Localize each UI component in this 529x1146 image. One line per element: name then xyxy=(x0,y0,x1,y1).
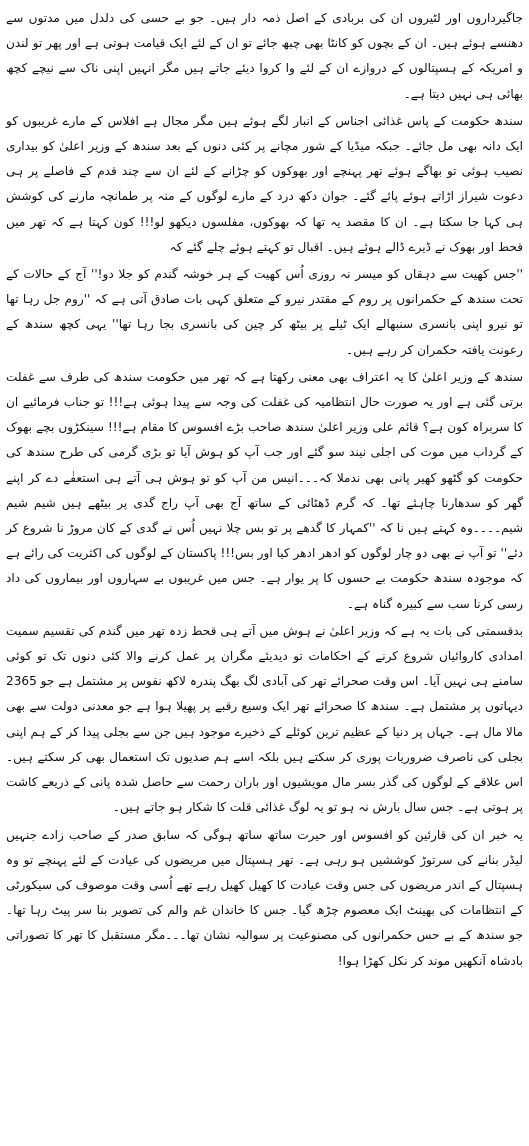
paragraph-chief-minister: سندھ کے وزیر اعلیٰ کا یہ اعتراف بھی معنی رکھتا ہے کہ تھر میں حکومت سندھ کی طرف سے غفلت برتی گئی ہے اور یہ صورت حال انتظامیہ کی غفلت کی وجہ سے پیدا ہوئی ہے!!! تو جناب فرمائیے ان کا سربراہ کون ہے؟ قائم علی وزیر اعلیٰ سندھ صاحب بڑے افسوس کا مقام ہے!!! سینکڑوں بچے بھوک کے گرداب میں موت کی اجلی نیند سو گئے اور جب آپ کو ہوش آیا تو بڑی گرمی کی طرح سندھ کی حکومت کو گٹھو کھیر پانی بھی ندملا کہ۔۔۔انیس من آپ کو تو ہوش ہی آتے ہی استعفٰے دے کر اپنے گھر کو سدھارنا چاہئے تھا۔ کہ گرم ڈھٹائی کے ساتھ آج بھی آپ راج گدی پر بیٹھے ہیں شیم شیم شیم۔۔۔۔وہ کہتے ہیں نا کہ ''کمہار کا گدھے پر تو بس چلا نہیں اُس نے گدی کے کان مروڑ نا شروع کر دئے'' تو آپ نے بھی دو چار لوگوں کو ادھر ادھر کیا اور بس!!! پاکستان کے لوگوں کی اکثریت کی رائے ہے کہ موجودہ سندھ حکومت بے حسوں کا پر یوار ہے۔ جس میں غریبوں بے سہاروں اور بیماروں کی داد رسی کرنا سب سے کبیرہ گناہ ہے۔ xyxy=(6,369,523,611)
paragraph-hospital-visit: یہ خبر ان کی قارئین کو افسوس اور حیرت ساتھ ساتھ ہوگی کہ سابق صدر کے صاحب زادے جنہیں لیڈر بنانے کی سرتوڑ کوششیں ہو رہی ہے۔ تھر ہسپتال میں مریضوں کی عیادت کے لئے پہنچے تو وہ ہسپتال کے اندر مریضوں کی جس وقت عیادت کا کھیل کھیل رہے تھے اُسی وقت موصوف کی سیکورٹی کے انتظامات کی بھینٹ ایک معصوم چڑھ گیا۔ جس کا خاندان غم والم کی تصویر بنا سر پیٹ رہا تھا۔ جو سندھ کے بے حس حکمرانوں کی مصنوعیت پر سوالیہ نشان تھا۔۔۔مگر مستقبل کا تھر کا تصوراتی بادشاہ آنکھیں موند کر نکل کھڑا ہوا! xyxy=(6,827,523,968)
paragraph-thar-desert: بدقسمتی کی بات یہ ہے کہ وزیر اعلیٰ نے ہوش میں آتے ہی قحط زدہ تھر میں گندم کی تقسیم سمیت امدادی کاروائیاں شروع کرنے کے احکامات تو دیدیئے مگران پر عمل کرنے والا کئی دنوں تک تو کوئی سامنے ہی نہیں آیا۔ اس وقت صحرائے تھر کی آبادی لگ بھگ پندرہ لاکھ نفوس پر مشتمل ہے جو 2365 دیہاتوں پر مشتمل ہے۔ سندھ کا صحرائے تھر ایک وسیع رقبے پر پھیلا ہوا ہے جو معدنی دولت سے بھی مالا مال ہے۔ جہاں پر دنیا کے عظیم ترین کوئلے کے ذخیرے موجود ہیں جن سے بجلی پیدا کر کے ہم اپنی بجلی کی ناصرف ضروریات پوری کر سکتے ہیں بلکہ اسے ہم صدیوں تک استعمال بھی کر سکتے ہیں۔ اس علاقے کے لوگوں کی گذر بسر مال مویشیوں اور باران رحمت سے حاصل شدہ پانی کے ذریعے کاشت پر ہوتی ہے۔ جس سال بارش نہ ہو تو یہ لوگ غذائی قلت کا شکار ہو جاتے ہیں۔ xyxy=(6,623,523,815)
paragraph-iqbal-quote: ''جس کھیت سے دہقاں کو میسر نہ روزی اُس کھیت کے ہر خوشہ گندم کو جلا دو!'' آج کے حالات کے تحت سندھ کے حکمرانوں پر روم کے مقتدر نیرو کے متعلق کہی بات صادق آتی ہے کہ ''روم جل رہا تھا تو نیرو اپنی بانسری سنبھالے ایک ٹیلے پر بیٹھ کر چین کی بانسری بجا رہا تھا'' یہی کچھ سندھ کے رعونت یافتہ حکمران کر رہے ہیں۔ xyxy=(6,267,523,357)
paragraph-sindh-government: سندھ حکومت کے پاس غذائی اجناس کے انبار لگے ہوئے ہیں مگر مجال ہے افلاس کے مارے غریبوں کو ایک دانہ بھی مل جائے۔ جبکہ میڈیا کے شور مچانے پر کئی دنوں کے بعد سندھ کے وزیر اعلیٰ کو بیداری نصیب ہوئی تو بھاگے ہوئے تھر پہنچے اور بھوکوں کو چڑانے کے لئے ان سے چند قدم کے فاصلے پر ہی دعوت شیراز اڑاتے ہوئے پائے گئے۔ جوان دکھ درد کے مارے لوگوں کے منہ پر طمانچہ مارنے کی کوشش ہی کہا جا سکتا ہے۔ ان کا مقصد یہ تھا کہ بھوکوں، مفلسوں دیکھو لو!!! کون کہتا ہے کہ تھر میں قحط اور بھوک نے ڈیرے ڈالے ہوئے ہیں۔ اقبال تو کہتے ہوئے چلے گئے کہ xyxy=(6,113,523,254)
paragraph-landlords: جاگیرداروں اور لٹیروں ان کی بربادی کے اصل ذمہ دار ہیں۔ جو بے حسی کی دلدل میں مدتوں سے دھنسے ہوئے ہیں۔ ان کے بچوں کو کانٹا بھی چبھ جائے تو ان کے لئے ایک قیامت ہوتی ہے اور پھر تو لندن و امریکہ کے ہسپتالوں کے دروازے ان کے لئے وا کروا دیئے جاتے ہیں مگر انہیں اپنی ناک سے نیچے کچھ بھائی ہی نہیں دیتا ہے۔ xyxy=(6,11,523,101)
